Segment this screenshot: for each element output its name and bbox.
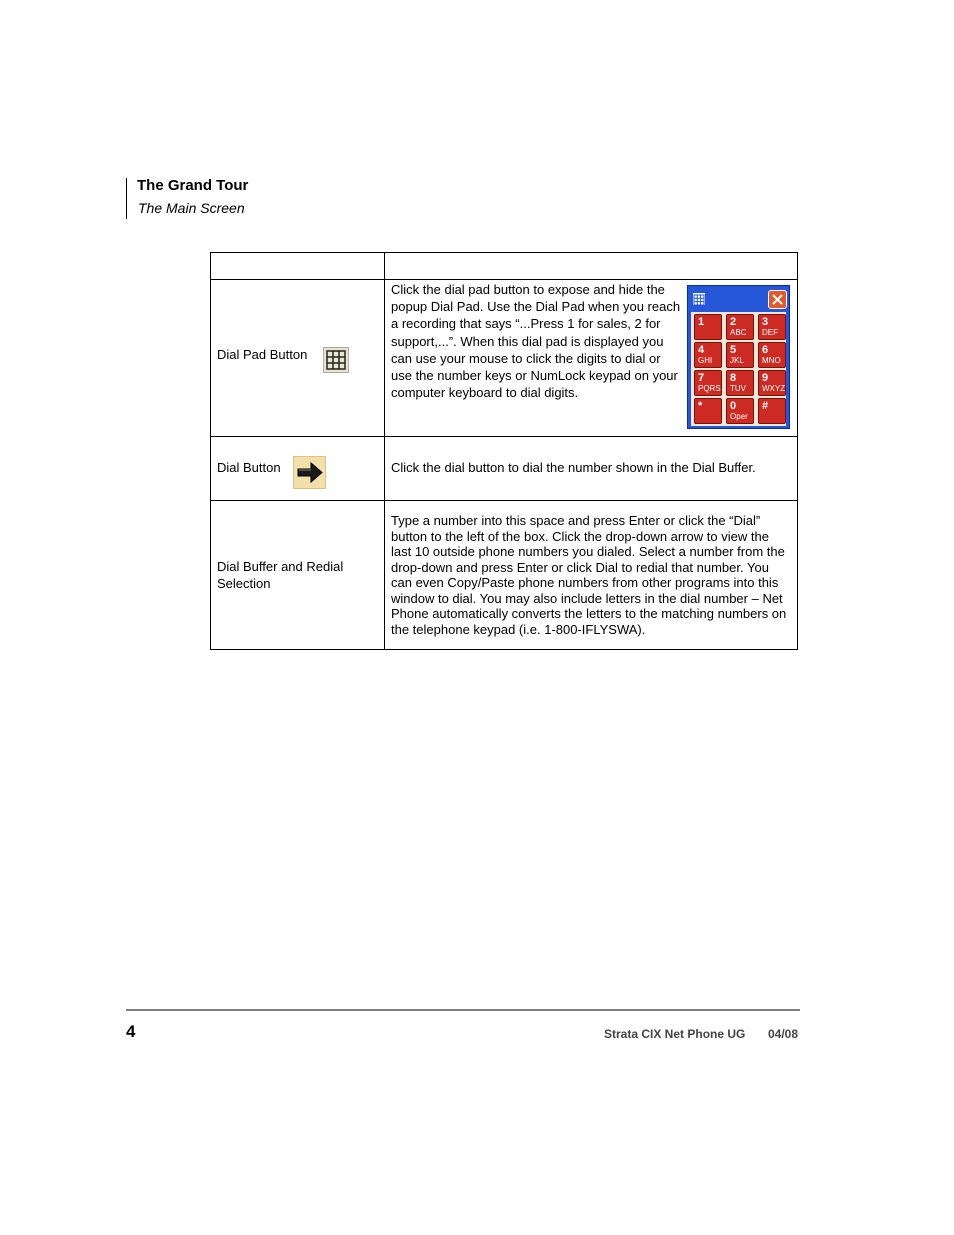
feature-name: Dial Button [217,460,281,475]
document-title: Strata CIX Net Phone UG [604,1027,746,1041]
dialpad-key[interactable] [758,342,786,368]
feature-name-cell [211,501,385,650]
header-rule [126,178,127,219]
dialpad-key[interactable] [694,370,722,396]
feature-description-cell [385,280,798,437]
table-row [211,501,798,650]
dialpad-key-digit: # [762,400,769,412]
dialpad-key-digit: 3 [762,316,769,328]
dialpad-key-digit: 5 [730,344,737,356]
section-title: The Main Screen [138,200,245,216]
table-header-cell-description [385,253,798,280]
dialpad-key[interactable] [758,370,786,396]
feature-name: Dial Pad Button [217,347,308,362]
arrow-right-icon [293,456,326,489]
feature-description-cell [385,437,798,501]
dialpad-key-letters: ABC [730,328,747,337]
chapter-title: The Grand Tour [137,177,249,194]
feature-description: Click the dial pad button to expose and hide the popup Dial Pad. Use the Dial Pad when you reach a recording that says “...Press 1 for sales, 2 for support,...”. When this dial pad is displayed you can use your mouse to click the digits to dial or use the number keys or NumLock keypad on your computer keyboard to dial digits. [391,282,681,401]
dialpad-key[interactable] [694,398,722,424]
feature-name: Dial Buffer and Redial Selection [217,559,344,591]
dialpad-keys [691,312,786,426]
dialpad-key[interactable] [758,314,786,340]
feature-description: Type a number into this space and press Enter or click the “Dial” button to the left of the box. Click the drop-down arrow to view the last 10 outside phone numbers you dialed. Select a number from the drop-down and press Enter or click Dial to redial that number. You can even Copy/Paste phone numbers from other programs into this window to dial. You may also include letters in the dial number – Net Phone automatically converts the letters to the matching numbers on the telephone keypad (i.e. 1-800-IFLYSWA). [385,501,798,650]
dialpad-titlebar [688,286,789,312]
feature-name-cell [211,280,385,437]
dialpad-key-digit: 9 [762,372,769,384]
dialpad-key[interactable] [758,398,786,424]
dialpad-key[interactable] [726,398,754,424]
footer-rule [126,1009,800,1011]
dialpad-key-digit: 8 [730,372,737,384]
feature-description: Click the dial button to dial the number shown in the Dial Buffer. [391,460,756,475]
table-header-cell-name [211,253,385,280]
dialpad-key-digit: 7 [698,372,705,384]
dialpad-key-digit: 0 [730,400,737,412]
dialpad-key-letters: MNO [762,356,781,365]
dialpad-key-letters: WXYZ [762,384,786,393]
dialpad-key-digit: 6 [762,344,769,356]
close-icon[interactable] [768,290,787,309]
dialpad-key[interactable] [694,314,722,340]
dialpad-key[interactable] [726,314,754,340]
dialpad-key[interactable] [726,342,754,368]
dialpad-key-letters: PQRS [698,384,721,393]
dialpad-key-digit: 2 [730,316,737,328]
table-row [211,437,798,501]
dialpad-key-letters: JKL [730,356,744,365]
feature-table [210,252,798,650]
feature-name-cell [211,437,385,501]
dialpad-key-digit: * [698,400,703,412]
dialpad-key-letters: GHI [698,356,713,365]
table-header-row [211,253,798,280]
dialpad-key[interactable] [726,370,754,396]
dialpad-key-letters: TUV [730,384,746,393]
dialpad-key-letters: DEF [762,328,778,337]
dialpad-key-digit: 1 [698,316,705,328]
dialpad-grid-icon [323,347,349,373]
dialpad-key-digit: 4 [698,344,705,356]
page-number: 4 [126,1022,136,1041]
table-row [211,280,798,437]
dialpad-grid-icon [693,293,705,305]
dialpad-key[interactable] [694,342,722,368]
dialpad-key-letters: Oper [730,412,748,421]
document-date: 04/08 [768,1027,799,1041]
dialpad-popup-window [687,285,790,429]
